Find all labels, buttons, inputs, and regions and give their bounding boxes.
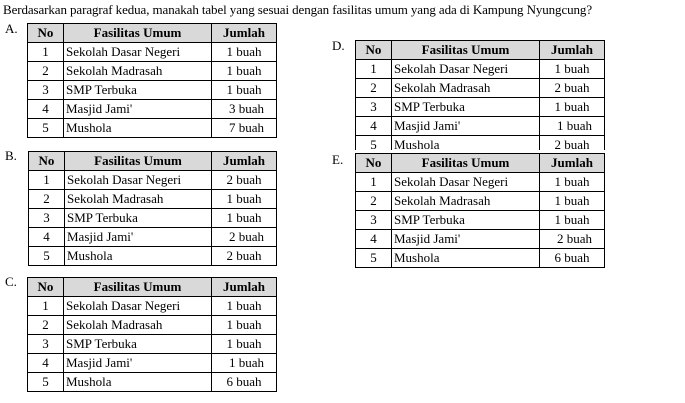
cell-jumlah: 7 buah xyxy=(212,119,277,138)
cell-no: 1 xyxy=(356,173,392,192)
table-row xyxy=(356,249,605,268)
table-row xyxy=(28,297,277,316)
cell-jumlah: 1 buah xyxy=(212,81,277,100)
cell-jumlah: 1 buah xyxy=(212,43,277,62)
cell-no: 2 xyxy=(29,190,65,209)
cell-fasilitas: Mushola xyxy=(65,247,212,266)
cell-no: 5 xyxy=(29,247,65,266)
cell-fasilitas: Sekolah Dasar Negeri xyxy=(392,173,540,192)
cell-no: 5 xyxy=(356,136,392,151)
cell-fasilitas: Sekolah Madrasah xyxy=(392,192,540,211)
cell-no: 1 xyxy=(356,60,392,79)
table-row xyxy=(356,173,605,192)
question-text: Berdasarkan paragraf kedua, manakah tabel yang sesuai dengan fasilitas umum yang ada di Kampung Nyungcung? xyxy=(3,2,593,17)
cell-fasilitas: Sekolah Dasar Negeri xyxy=(65,171,212,190)
table-row xyxy=(29,190,277,209)
cell-jumlah: 1 buah xyxy=(212,190,277,209)
header-no: No xyxy=(29,152,65,171)
option-b-label[interactable]: B. xyxy=(5,148,17,163)
cell-fasilitas: SMP Terbuka xyxy=(65,209,212,228)
table-header-row xyxy=(356,154,605,173)
option-c-label[interactable]: C. xyxy=(5,274,17,289)
cell-fasilitas: Masjid Jami' xyxy=(65,228,212,247)
cell-jumlah: 1 buah xyxy=(540,60,605,79)
table-row xyxy=(28,100,277,119)
cell-no: 1 xyxy=(29,171,65,190)
cell-fasilitas: Sekolah Madrasah xyxy=(64,62,212,81)
table-header-row xyxy=(28,24,277,43)
cell-fasilitas: Sekolah Madrasah xyxy=(65,190,212,209)
cell-no: 2 xyxy=(356,192,392,211)
cell-jumlah: 3 buah xyxy=(212,100,277,119)
table-row xyxy=(356,117,605,136)
cell-jumlah: 1 buah xyxy=(540,192,605,211)
table-row xyxy=(28,335,277,354)
cell-no: 2 xyxy=(28,62,64,81)
table-row xyxy=(29,209,277,228)
header-fasilitas: Fasilitas Umum xyxy=(392,41,540,60)
cell-jumlah: 6 buah xyxy=(540,249,605,268)
cell-no: 5 xyxy=(28,119,64,138)
cell-fasilitas: Sekolah Madrasah xyxy=(64,316,212,335)
cell-fasilitas: Mushola xyxy=(392,249,540,268)
cell-fasilitas: SMP Terbuka xyxy=(64,81,212,100)
cell-jumlah: 1 buah xyxy=(540,117,605,136)
header-jumlah: Jumlah xyxy=(212,152,277,171)
cell-jumlah: 1 buah xyxy=(212,354,277,373)
table-row xyxy=(28,354,277,373)
cell-no: 4 xyxy=(356,230,392,249)
cell-jumlah: 1 buah xyxy=(540,211,605,230)
header-fasilitas: Fasilitas Umum xyxy=(64,278,212,297)
table-row xyxy=(28,43,277,62)
cell-fasilitas: Mushola xyxy=(64,119,212,138)
header-no: No xyxy=(356,154,392,173)
cell-jumlah: 2 buah xyxy=(540,79,605,98)
option-b-table[interactable] xyxy=(28,151,277,266)
option-a-table[interactable] xyxy=(27,23,277,138)
header-jumlah: Jumlah xyxy=(540,41,605,60)
cell-fasilitas: Masjid Jami' xyxy=(392,230,540,249)
cell-no: 4 xyxy=(28,354,64,373)
cell-fasilitas: Sekolah Dasar Negeri xyxy=(392,60,540,79)
cell-jumlah: 1 buah xyxy=(212,316,277,335)
option-d-table[interactable] xyxy=(355,40,605,150)
table-row xyxy=(356,192,605,211)
cell-fasilitas: Mushola xyxy=(392,136,540,151)
table-row xyxy=(356,79,605,98)
table-row xyxy=(356,136,605,151)
cell-no: 5 xyxy=(356,249,392,268)
table-row xyxy=(29,228,277,247)
cell-jumlah: 1 buah xyxy=(212,62,277,81)
cell-jumlah: 1 buah xyxy=(212,297,277,316)
table-row xyxy=(28,373,277,392)
cell-jumlah: 1 buah xyxy=(212,209,277,228)
header-no: No xyxy=(356,41,392,60)
table-row xyxy=(28,81,277,100)
table-row xyxy=(356,98,605,117)
cell-jumlah: 6 buah xyxy=(212,373,277,392)
cell-no: 4 xyxy=(29,228,65,247)
cell-fasilitas: Sekolah Madrasah xyxy=(392,79,540,98)
cell-jumlah: 1 buah xyxy=(212,335,277,354)
cell-no: 4 xyxy=(356,117,392,136)
cell-no: 3 xyxy=(29,209,65,228)
cell-jumlah: 2 buah xyxy=(540,136,605,151)
header-no: No xyxy=(28,24,64,43)
cell-no: 2 xyxy=(28,316,64,335)
table-row xyxy=(28,316,277,335)
table-row xyxy=(356,230,605,249)
option-a-label[interactable]: A. xyxy=(5,21,18,36)
table-row xyxy=(29,247,277,266)
cell-fasilitas: SMP Terbuka xyxy=(392,98,540,117)
option-c-table[interactable] xyxy=(27,277,277,392)
cell-jumlah: 1 buah xyxy=(540,173,605,192)
cell-jumlah: 2 buah xyxy=(212,228,277,247)
table-row xyxy=(28,119,277,138)
header-jumlah: Jumlah xyxy=(212,24,277,43)
cell-no: 1 xyxy=(28,297,64,316)
option-d-clip xyxy=(355,40,605,150)
cell-no: 3 xyxy=(356,98,392,117)
option-e-label[interactable]: E. xyxy=(332,152,344,167)
cell-no: 4 xyxy=(28,100,64,119)
cell-fasilitas: Masjid Jami' xyxy=(64,100,212,119)
cell-fasilitas: Masjid Jami' xyxy=(64,354,212,373)
cell-fasilitas: SMP Terbuka xyxy=(64,335,212,354)
cell-no: 2 xyxy=(356,79,392,98)
cell-no: 3 xyxy=(28,335,64,354)
header-jumlah: Jumlah xyxy=(540,154,605,173)
option-d-label[interactable]: D. xyxy=(332,38,345,53)
cell-fasilitas: SMP Terbuka xyxy=(392,211,540,230)
header-no: No xyxy=(28,278,64,297)
cell-no: 5 xyxy=(28,373,64,392)
option-e-table[interactable] xyxy=(355,153,605,268)
cell-no: 1 xyxy=(28,43,64,62)
table-header-row xyxy=(29,152,277,171)
header-jumlah: Jumlah xyxy=(212,278,277,297)
header-fasilitas: Fasilitas Umum xyxy=(64,24,212,43)
cell-fasilitas: Sekolah Dasar Negeri xyxy=(64,43,212,62)
cell-jumlah: 2 buah xyxy=(540,230,605,249)
cell-fasilitas: Masjid Jami' xyxy=(392,117,540,136)
cell-jumlah: 2 buah xyxy=(212,247,277,266)
cell-no: 3 xyxy=(28,81,64,100)
header-fasilitas: Fasilitas Umum xyxy=(392,154,540,173)
header-fasilitas: Fasilitas Umum xyxy=(65,152,212,171)
table-row xyxy=(29,171,277,190)
table-row xyxy=(356,211,605,230)
table-header-row xyxy=(28,278,277,297)
cell-jumlah: 1 buah xyxy=(540,98,605,117)
table-row xyxy=(356,60,605,79)
cell-jumlah: 2 buah xyxy=(212,171,277,190)
cell-no: 3 xyxy=(356,211,392,230)
table-row xyxy=(28,62,277,81)
cell-fasilitas: Sekolah Dasar Negeri xyxy=(64,297,212,316)
cell-fasilitas: Mushola xyxy=(64,373,212,392)
table-header-row xyxy=(356,41,605,60)
